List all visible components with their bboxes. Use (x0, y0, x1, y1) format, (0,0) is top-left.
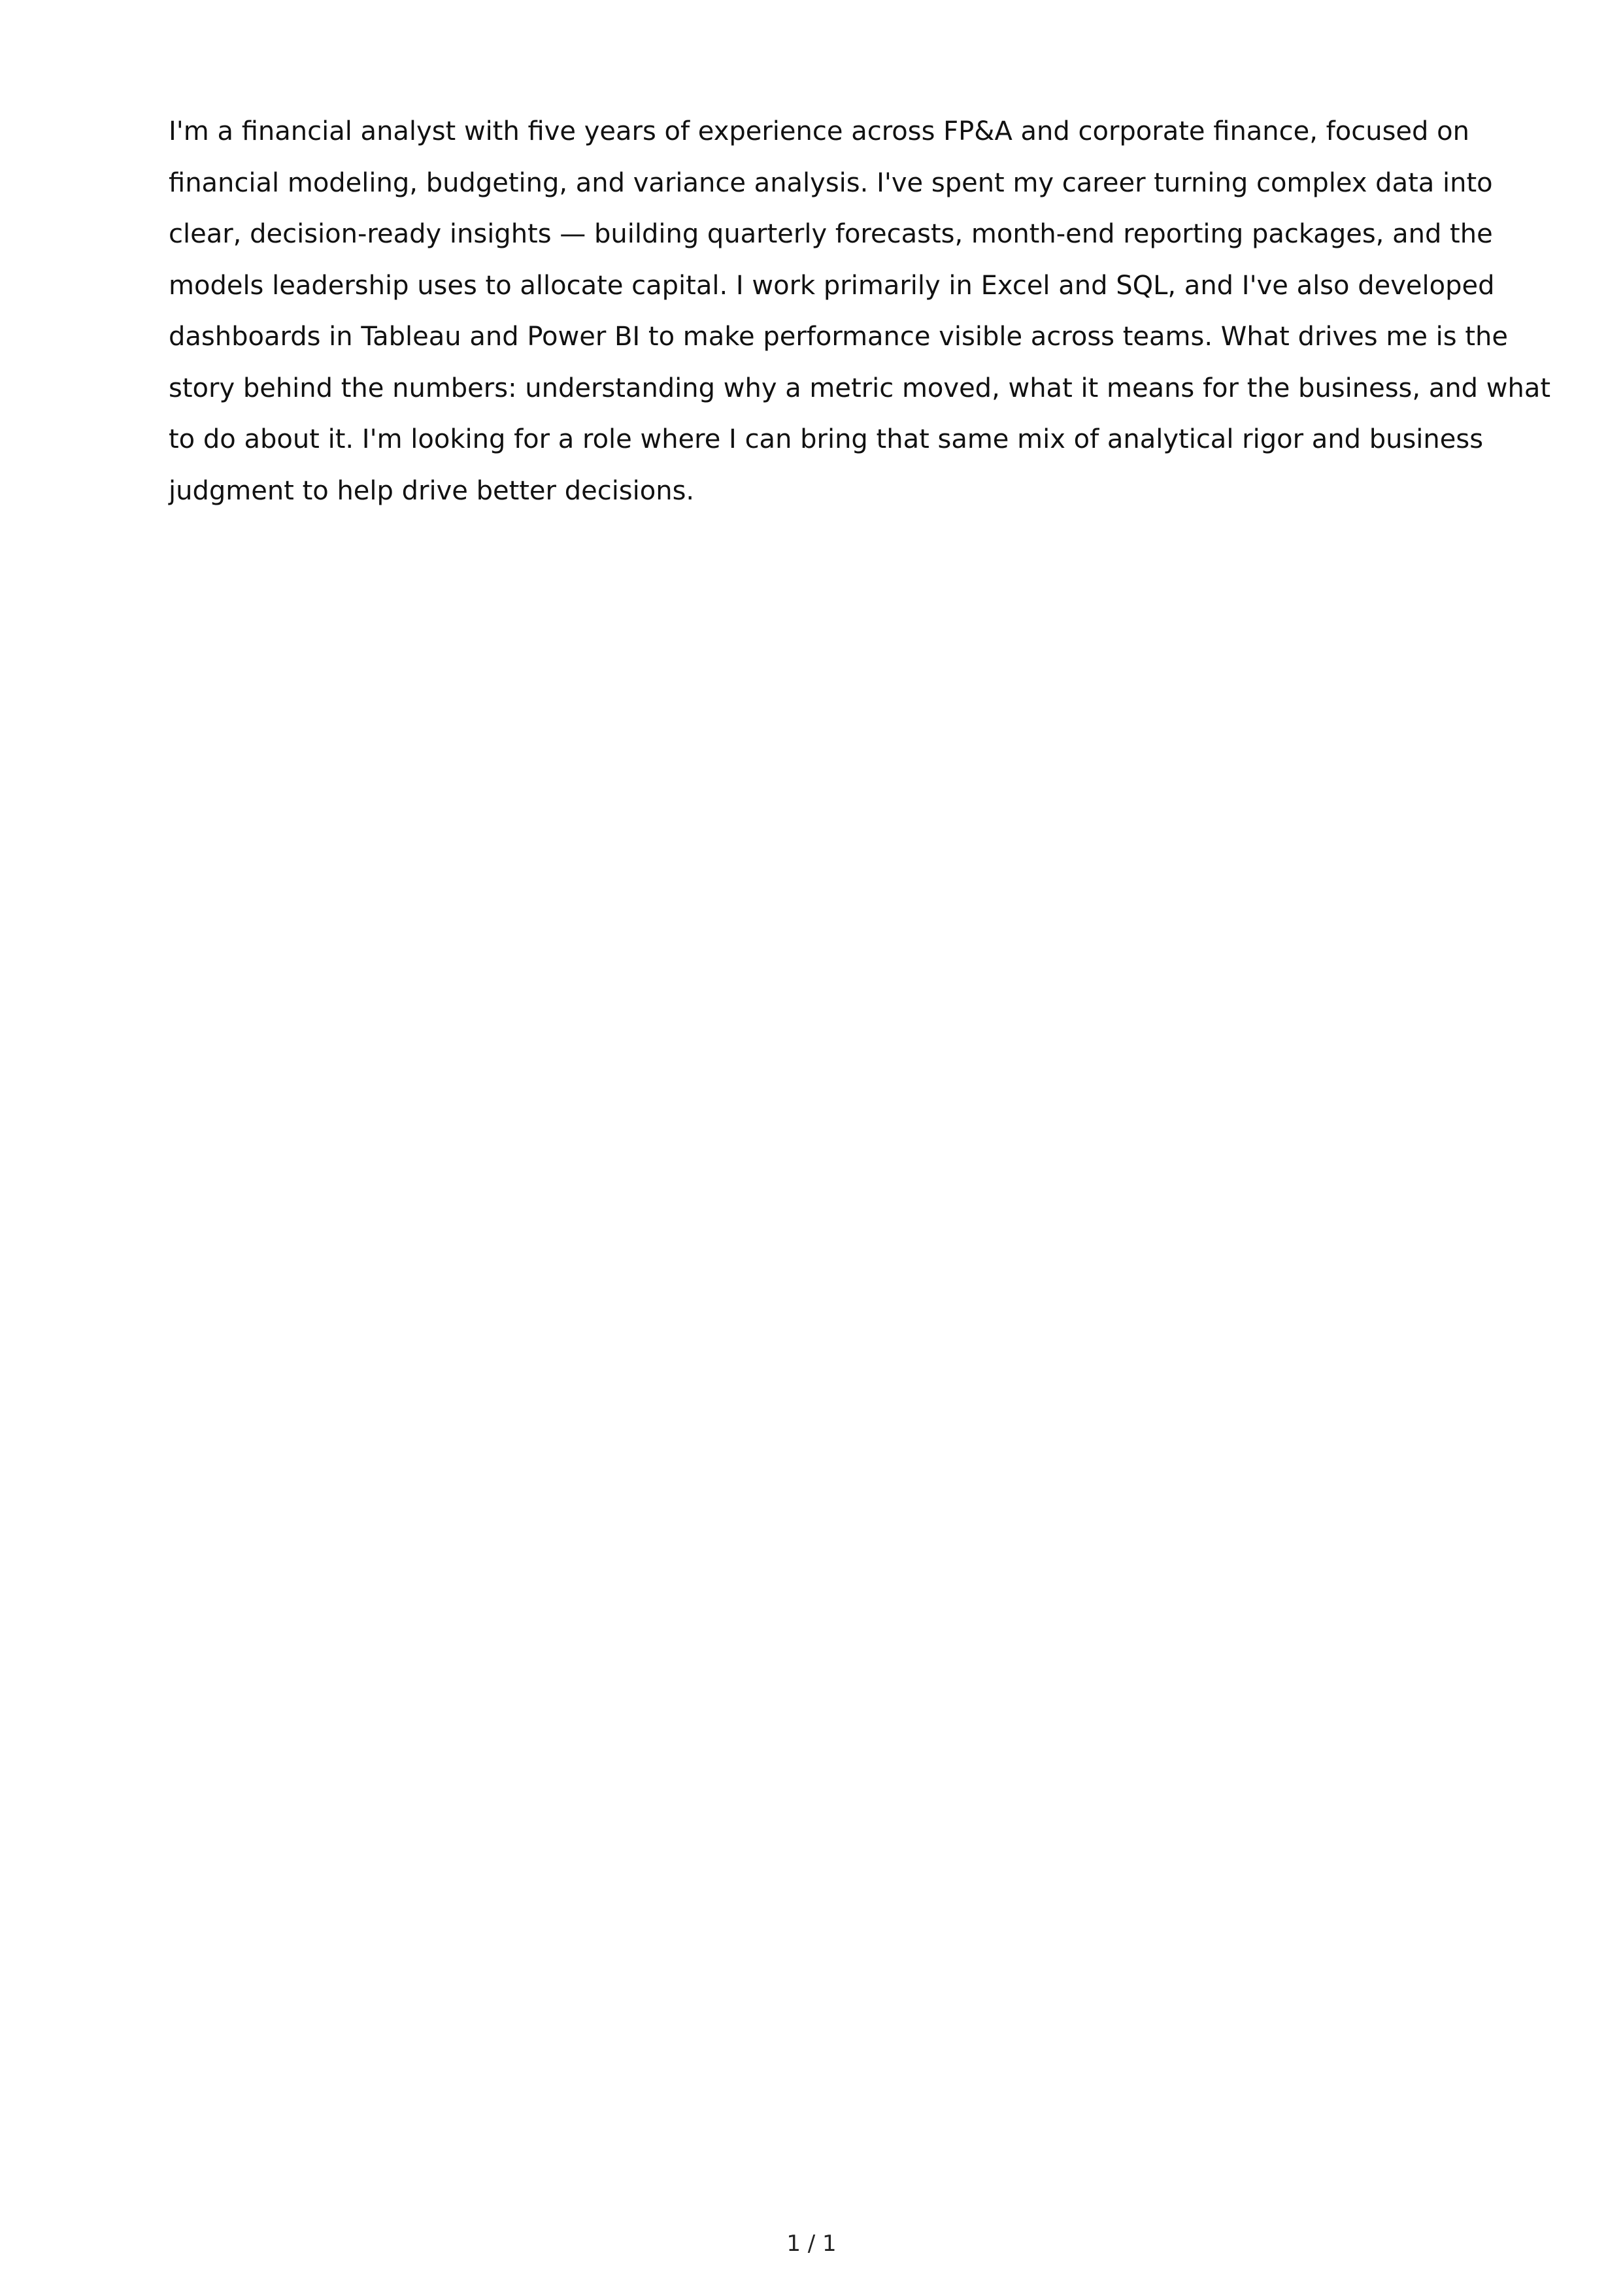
paragraph-line: I'm a financial analyst with five years of experience across FP&A and corporate finance, focused on (169, 116, 1469, 146)
paragraph-line: financial modeling, budgeting, and variance analysis. I've spent my career turning complex data into (169, 167, 1493, 198)
page-number: 1 / 1 (786, 2231, 837, 2257)
paragraph-line: clear, decision-ready insights — building quarterly forecasts, month-end reporting packages, and the (169, 219, 1493, 249)
paragraph-line: to do about it. I'm looking for a role where I can bring that same mix of analytical rigor and business (169, 424, 1484, 454)
paragraph-line: judgment to help drive better decisions. (169, 475, 695, 506)
summary-paragraph (169, 106, 1551, 516)
paragraph-line: story behind the numbers: understanding why a metric moved, what it means for the business, and what (169, 373, 1551, 403)
paragraph-line: dashboards in Tableau and Power BI to make performance visible across teams. What drives me is the (169, 322, 1508, 352)
paragraph-line: models leadership uses to allocate capital. I work primarily in Excel and SQL, and I've also developed (169, 270, 1495, 301)
